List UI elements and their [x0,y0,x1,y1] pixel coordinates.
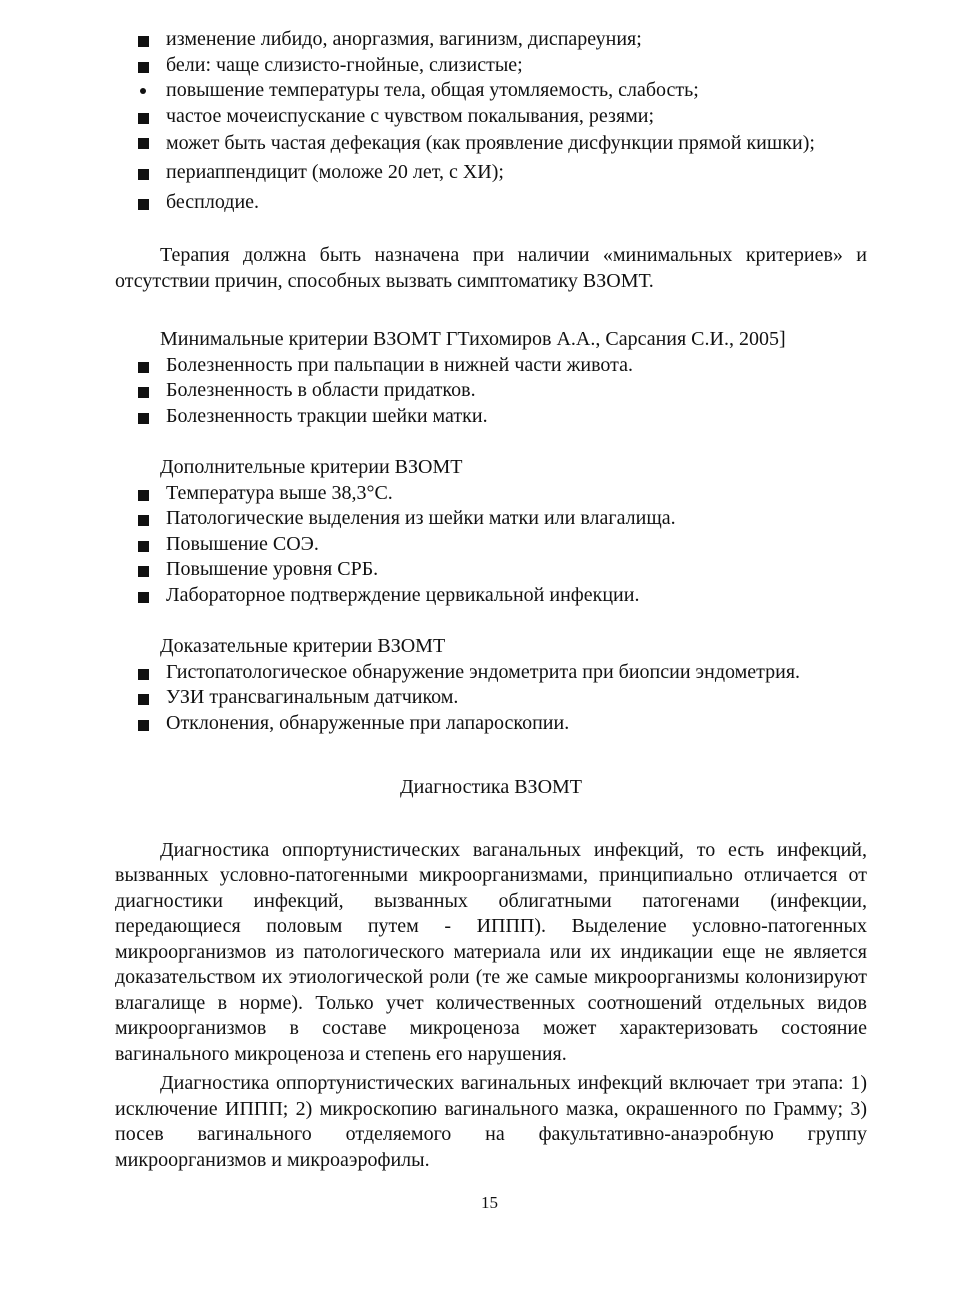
square-bullet-icon [138,199,149,210]
list-item: Повышение уровня СРБ. [115,557,867,583]
list-item: может быть частая дефекация (как проявление дисфункции прямой кишки); [115,129,867,158]
diagnostics-paragraph: Диагностика оппортунистических ваганальных инфекций, то есть инфекций, вызванных условно-патогенными микроорганизмами, принципиально отличается от диагностики инфекций, вызванных облигатными патогенами (инфекции, передающиеся половым путем - ИППП). Выделение условно-патогенных микроорганизмов из патологического материала или их индикации еще не является доказательством их этиологической роли (те же самые микроорганизмы колонизируют влагалище в норме). Только учет количественных соотношений отдельных видов микроорганизмов в составе микроценоза может характеризовать состояние вагинального микроценоза и степень его нарушения. [115,838,867,1065]
list-item: Болезненность при пальпации в нижней части живота. [115,353,867,379]
list-item: Отклонения, обнаруженные при лапароскопии. [115,711,867,737]
additional-criteria-heading: Дополнительные критерии ВЗОМТ [160,456,463,478]
square-bullet-icon [138,138,149,149]
square-bullet-icon [138,413,149,424]
list-item: Лабораторное подтверждение цервикальной инфекции. [115,583,867,609]
list-item: периаппендицит (моложе 20 лет, с ХИ); [115,160,867,186]
therapy-paragraph: Терапия должна быть назначена при наличии «минимальных критериев» и отсутствии причин, способных вызвать симптоматику ВЗОМТ. [115,244,867,292]
minimal-criteria-heading: Минимальные критерии ВЗОМТ ГТихомиров А.А., Сарсания С.И., 2005] [160,328,786,350]
square-bullet-icon [138,113,149,124]
evidence-criteria-list [115,660,867,737]
square-bullet-icon [138,169,149,180]
list-item: повышение температуры тела, общая утомляемость, слабость; [115,78,867,104]
square-bullet-icon [138,490,149,501]
list-item: Болезненность тракции шейки матки. [115,404,867,430]
square-bullet-icon [138,669,149,680]
square-bullet-icon [138,720,149,731]
list-item: изменение либидо, аноргазмия, вагинизм, диспареуния; [115,27,867,53]
square-bullet-icon [138,362,149,373]
square-bullet-icon [138,566,149,577]
square-bullet-icon [138,387,149,398]
list-item: УЗИ трансвагинальным датчиком. [115,685,867,711]
list-item: частое мочеиспускание с чувством покалывания, резями; [115,104,867,130]
additional-criteria-list [115,481,867,609]
square-bullet-icon [138,694,149,705]
evidence-criteria-heading: Доказательные критерии ВЗОМТ [160,635,446,657]
list-item: Болезненность в области придатков. [115,378,867,404]
document-page [115,27,867,1173]
list-item: Патологические выделения из шейки матки или влагалища. [115,506,867,532]
list-item: Гистопатологическое обнаружение эндометрита при биопсии эндометрия. [115,660,867,686]
diagnostics-paragraph: Диагностика оппортунистических вагинальных инфекций включает три этапа: 1) исключение ИППП; 2) микроскопию вагинального мазка, окрашенного по Грамму; 3) посев вагинального отделяемого на факультативно-анаэробную группу микроорганизмов и микроаэрофилы. [115,1072,867,1171]
minimal-criteria-list [115,353,867,430]
section-title: Диагностика ВЗОМТ [399,776,583,798]
square-bullet-icon [138,62,149,73]
list-item: бесплодие. [115,190,867,216]
dot-bullet-icon [140,88,146,94]
page-number: 15 [481,1193,498,1212]
square-bullet-icon [138,36,149,47]
square-bullet-icon [138,592,149,603]
list-item: бели: чаще слизисто-гнойные, слизистые; [115,53,867,79]
square-bullet-icon [138,515,149,526]
symptoms-list [115,27,867,215]
square-bullet-icon [138,541,149,552]
list-item: Повышение СОЭ. [115,532,867,558]
list-item: Температура выше 38,3°С. [115,481,867,507]
